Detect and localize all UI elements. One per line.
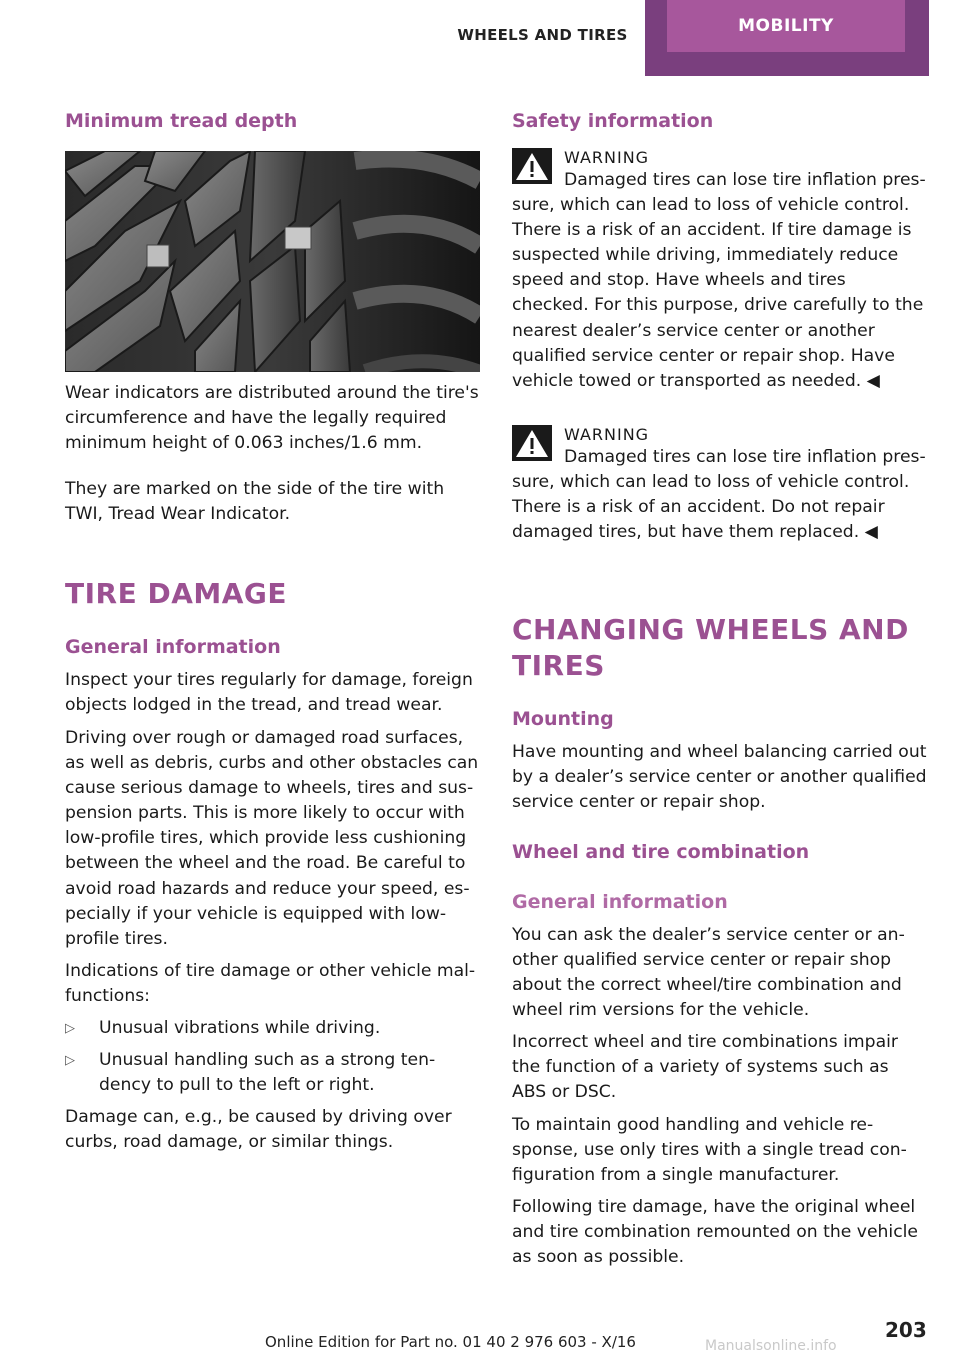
bullet-icon: ▷ bbox=[65, 1053, 75, 1068]
inspect-paragraph: Inspect your tires regularly for damage, foreign objects lodged in the tread, and tread wear. bbox=[65, 670, 473, 716]
maintain-handling-paragraph: To maintain good handling and vehicle re‐ sponse, use only tires with a single tread con‐ figuration from a single manufacturer. bbox=[512, 1115, 907, 1186]
driving-paragraph: Driving over rough or damaged road surfaces, as well as debris, curbs and other obstacles can cause serious damage to wheels, tires and sus‐ pension parts. This is more likely to occur with low-profile tires, which provide less cushioning between the wheel and the road. Be careful to avoid road hazards and reduce your speed, es‐ pecially if your vehicle is equipped with low- profile tires. bbox=[65, 728, 479, 949]
warning-text: Damaged tires can lose tire inflation pres‐ sure, which can lead to loss of vehicle control. There is a risk of an accident. If tire damage is suspected while driving, immediately reduce speed and stop. Have wheels and tires checked. For this purpose, drive carefully to the nearest dealer’s service center or another qualified service center or repair shop. Have vehicle towed or transported as needed. ◀ bbox=[512, 170, 926, 391]
twi-paragraph: They are marked on the side of the tire with TWI, Tread Wear Indicator. bbox=[65, 479, 445, 525]
page-footer bbox=[0, 1318, 960, 1356]
indications-paragraph: Indications of tire damage or other vehicle mal‐ functions: bbox=[65, 961, 476, 1007]
min-tread-heading: Minimum tread depth bbox=[65, 110, 298, 132]
damage-cause-paragraph: Damage can, e.g., be caused by driving over curbs, road damage, or similar things. bbox=[65, 1107, 452, 1153]
mounting-paragraph: Have mounting and wheel balancing carried out by a dealer’s service center or another qualified service center or repair shop. bbox=[512, 742, 927, 813]
wheel-tire-combination-heading: Wheel and tire combination bbox=[512, 841, 810, 863]
watermark-text: Manualsonline.info bbox=[705, 1338, 837, 1354]
general-info-heading: General information bbox=[65, 636, 281, 658]
header-chapter-tab bbox=[645, 0, 929, 76]
changing-wheels-heading: CHANGING WHEELS AND TIRES bbox=[512, 613, 909, 682]
mounting-heading: Mounting bbox=[512, 708, 614, 730]
list-item bbox=[65, 1048, 480, 1098]
list-item-text: Unusual handling such as a strong ten‐ dency to pull to the left or right. bbox=[99, 1050, 436, 1096]
header-chapter-label: MOBILITY bbox=[667, 0, 905, 52]
bullet-icon: ▷ bbox=[65, 1021, 75, 1036]
tire-tread-image bbox=[65, 151, 480, 372]
warning-text: Damaged tires can lose tire inflation pres‐ sure, which can lead to loss of vehicle control. There is a risk of an accident. Do not repair damaged tires, but have them replaced. ◀ bbox=[512, 447, 926, 543]
list-item bbox=[65, 1016, 480, 1041]
header-section-title: WHEELS AND TIRES bbox=[457, 26, 628, 44]
page-number: 203 bbox=[885, 1318, 927, 1342]
warning-title: WARNING bbox=[564, 148, 650, 167]
edition-text: Online Edition for Part no. 01 40 2 976 603 - X/16 bbox=[265, 1333, 636, 1351]
safety-info-heading: Safety information bbox=[512, 110, 714, 132]
list-item-text: Unusual vibrations while driving. bbox=[99, 1018, 381, 1038]
ask-dealer-paragraph: You can ask the dealer’s service center or an‐ other qualified service center or repair shop about the correct wheel/tire combination and wheel rim versions for the vehicle. bbox=[512, 925, 905, 1021]
tire-damage-heading: TIRE DAMAGE bbox=[65, 577, 288, 610]
wear-indicator-paragraph: Wear indicators are distributed around the tire's circumference and have the legally required minimum height of 0.063 inches/1.6 mm. bbox=[65, 383, 479, 454]
incorrect-combination-paragraph: Incorrect wheel and tire combinations impair the function of a variety of systems such as ABS or DSC. bbox=[512, 1032, 898, 1103]
following-damage-paragraph: Following tire damage, have the original wheel and tire combination remounted on the vehicle as soon as possible. bbox=[512, 1197, 918, 1268]
warning-title: WARNING bbox=[564, 425, 650, 444]
general-info-subheading: General information bbox=[512, 891, 728, 913]
